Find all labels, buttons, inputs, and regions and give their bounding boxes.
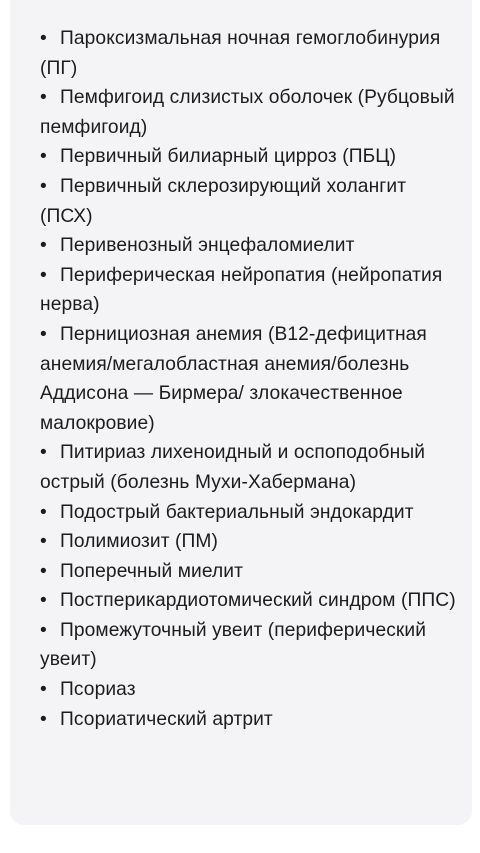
list-item [40, 231, 462, 261]
list-item-text: Псориатический артрит [60, 708, 273, 730]
bullet-icon: • [40, 619, 47, 641]
bullet-icon: • [40, 590, 47, 612]
bullet-icon: • [40, 146, 47, 168]
list-item [40, 586, 462, 616]
list-item [40, 172, 462, 231]
list-item-text: Периферическая нейропатия (нейропатия нерва) [40, 264, 443, 316]
document-panel [10, 0, 472, 825]
list-item [40, 498, 462, 528]
list-item [40, 24, 462, 83]
list-item-text: Питириаз лихеноидный и оспоподобный острый (болезнь Мухи-Хабермана) [40, 442, 426, 493]
bullet-icon: • [40, 87, 47, 109]
list-item-text: Первичный склерозирующий холангит (ПСХ) [40, 175, 407, 227]
bullet-icon: • [40, 531, 47, 553]
bullet-icon: • [40, 501, 47, 523]
list-item-text: Промежуточный увеит (периферический увеит) [40, 619, 427, 671]
bullet-icon: • [40, 264, 47, 286]
bullet-icon: • [40, 708, 47, 730]
list-item-text: Пароксизмальная ночная гемоглобинурия (ПГ) [40, 28, 441, 79]
list-item-text: Пернициозная анемия (В12-дефицитная анемия/мегалобластная анемия/болезнь Аддисона — Бирмера/ злокачественное малокровие) [40, 323, 427, 434]
bullet-icon: • [40, 28, 47, 49]
list-item-text: Первичный билиарный цирроз (ПБЦ) [60, 146, 397, 168]
bullet-icon: • [40, 323, 47, 345]
list-item [40, 320, 462, 438]
list-item-text: Псориаз [60, 679, 136, 701]
list-item-text: Поперечный миелит [60, 560, 244, 582]
list-item [40, 142, 462, 172]
list-item [40, 83, 462, 142]
bullet-icon: • [40, 235, 47, 257]
list-item-text: Перивенозный энцефаломиелит [60, 235, 355, 257]
list-item [40, 527, 462, 557]
list-item-text: Постперикардиотомический синдром (ППС) [60, 590, 456, 612]
list-item-text: Полимиозит (ПМ) [60, 531, 219, 553]
list-item [40, 438, 462, 497]
list-item-text: Подострый бактериальный эндокардит [60, 501, 414, 523]
bullet-icon: • [40, 560, 47, 582]
scroll-fade-overlay [10, 777, 472, 825]
list-item [40, 557, 462, 587]
list-item [40, 616, 462, 675]
list-item [40, 261, 462, 320]
list-item-text: Пемфигоид слизистых оболочек (Рубцовый пемфигоид) [40, 87, 455, 138]
bullet-icon: • [40, 175, 47, 197]
list-item [40, 675, 462, 705]
disease-list [10, 0, 472, 734]
list-item [40, 705, 462, 735]
bullet-icon: • [40, 442, 47, 464]
bullet-icon: • [40, 679, 47, 701]
